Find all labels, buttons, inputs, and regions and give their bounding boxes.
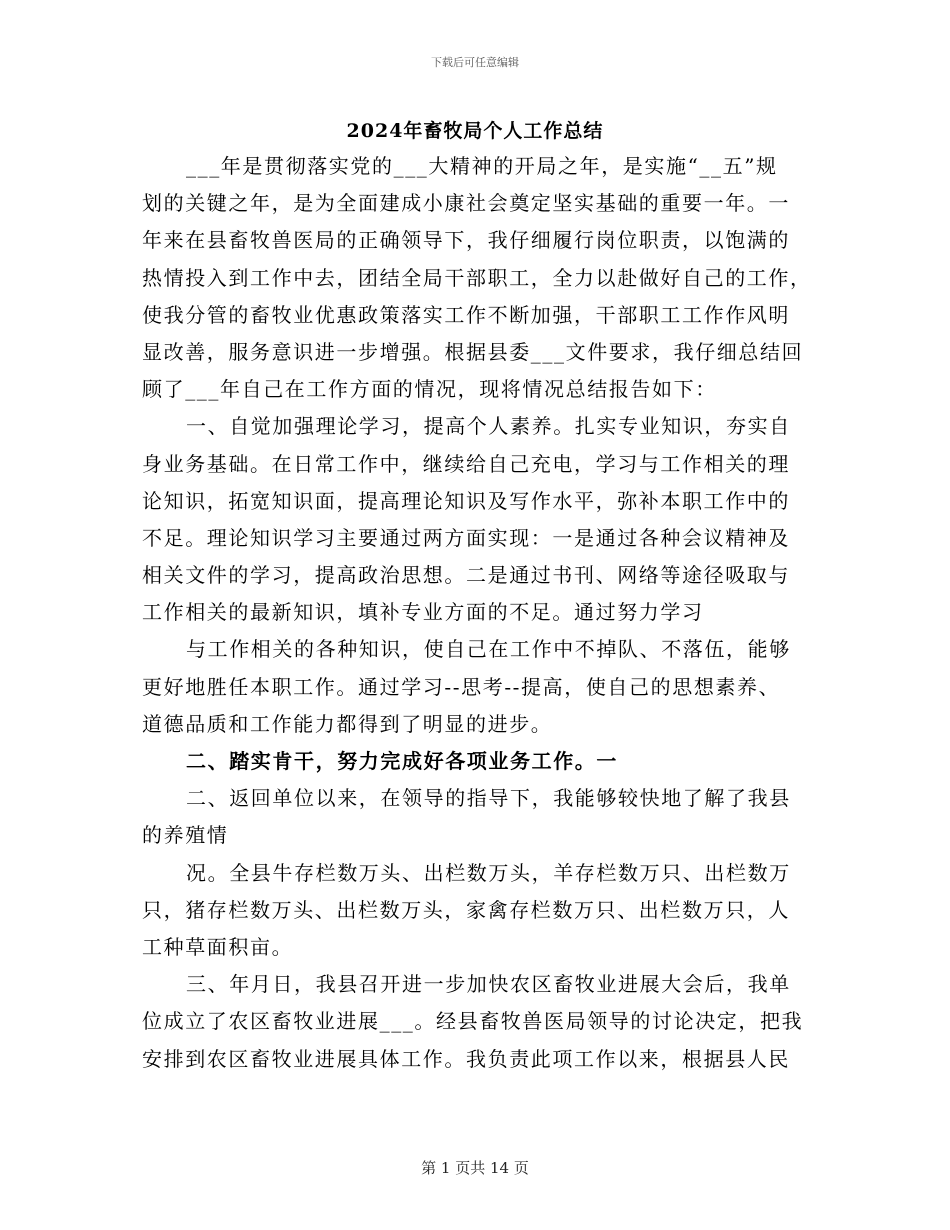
body-line: 身业务基础。在日常工作中，继续给自己充电，学习与工作相关的理 [142,451,790,476]
body-line: 论知识，拓宽知识面，提高理论知识及写作水平，弥补本职工作中的 [142,488,790,513]
body-line: 热情投入到工作中去，团结全局干部职工，全力以赴做好自己的工作， [142,265,812,290]
body-line: 与工作相关的各种知识，使自己在工作中不掉队、不落伍，能够 [186,637,791,662]
body-line: 道德品质和工作能力都得到了明显的进步。 [142,711,553,736]
section-heading: 二、踏实肯干，努力完成好各项业务工作。一 [186,749,618,773]
body-line: ___年是贯彻落实党的___大精神的开局之年，是实施“__五”规 [186,154,778,178]
body-line: 顾了___年自己在工作方面的情况，现将情况总结报告如下： [142,377,717,402]
body-line: 安排到农区畜牧业进展具体工作。我负责此项工作以来，根据县人民 [142,1046,790,1071]
page-header: 下载后可任意编辑 [431,56,519,69]
body-line: 划的关键之年，是为全面建成小康社会奠定坚实基础的重要一年。一 [142,191,790,216]
body-line: 工种草面积亩。 [142,934,294,959]
body-line: 更好地胜任本职工作。通过学习--思考--提高，使自己的思想素养、 [142,674,781,699]
body-line: 三、年月日，我县召开进一步加快农区畜牧业进展大会后，我单 [186,972,791,997]
body-line: 二、返回单位以来，在领导的指导下，我能够较快地了解了我县 [186,786,791,811]
body-line: 不足。理论知识学习主要通过两方面实现：一是通过各种会议精神及 [142,525,790,550]
page-footer: 第 1 页共 14 页 [421,1159,529,1177]
body-line: 的养殖情 [142,823,229,848]
body-line: 相关文件的学习，提高政治思想。二是通过书刊、网络等途径吸取与 [142,563,790,588]
body-line: 只，猪存栏数万头、出栏数万头，家禽存栏数万只、出栏数万只，人 [142,897,790,922]
body-line: 使我分管的畜牧业优惠政策落实工作不断加强，干部职工工作作风明 [142,302,790,327]
body-line: 工作相关的最新知识，填补专业方面的不足。通过努力学习 [142,600,704,625]
document-title: 2024年畜牧局个人工作总结 [346,120,604,142]
body-line: 年来在县畜牧兽医局的正确领导下，我仔细履行岗位职责，以饱满的 [142,228,790,253]
body-line: 位成立了农区畜牧业进展___。经县畜牧兽医局领导的讨论决定，把我 [142,1009,804,1034]
body-line: 况。全县牛存栏数万头、出栏数万头，羊存栏数万只、出栏数万 [186,860,791,885]
body-line: 显改善，服务意识进一步增强。根据县委___文件要求，我仔细总结回 [142,339,804,364]
document-body [142,148,812,1078]
body-line: 一、自觉加强理论学习，提高个人素养。扎实专业知识，夯实自 [186,414,791,439]
